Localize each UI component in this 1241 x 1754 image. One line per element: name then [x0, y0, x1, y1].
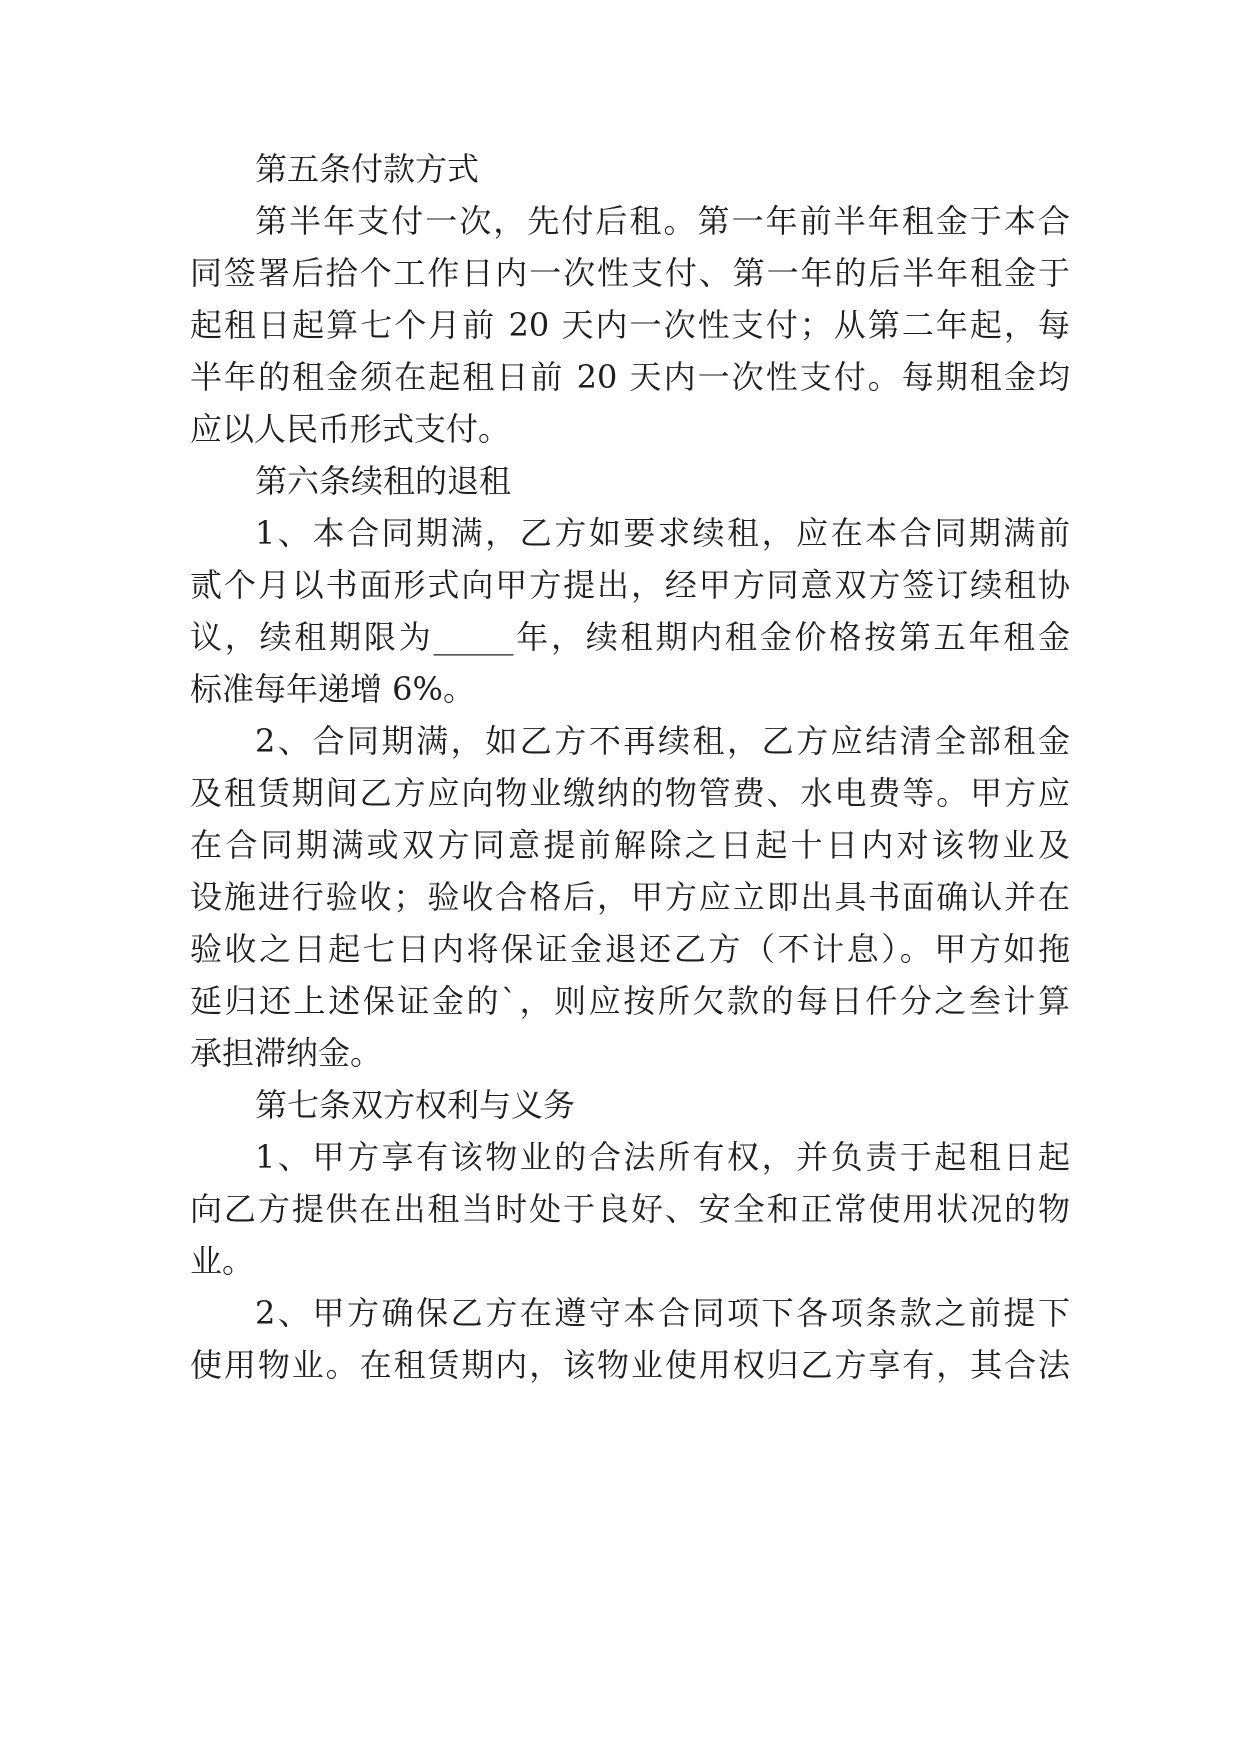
paragraph-line: 验收之日起七日内将保证金退还乙方（不计息）。甲方如拖: [190, 930, 1070, 968]
paragraph-line: 承担滞纳金。: [190, 1034, 383, 1072]
paragraph-line: 使用物业。在租赁期内，该物业使用权归乙方享有，其合法: [190, 1346, 1070, 1384]
section-heading: 第五条付款方式: [255, 150, 480, 188]
paragraph-line: 标准每年递增 6%。: [190, 670, 475, 708]
paragraph-line: 1、本合同期满，乙方如要求续租，应在本合同期满前: [255, 514, 1070, 552]
paragraph-line: 起租日起算七个月前 20 天内一次性支付；从第二年起，每: [190, 306, 1070, 344]
paragraph-line: 议，续租期限为_____年，续租期内租金价格按第五年租金: [190, 618, 1070, 656]
paragraph-line: 向乙方提供在出租当时处于良好、安全和正常使用状况的物: [190, 1190, 1070, 1228]
paragraph-line: 在合同期满或双方同意提前解除之日起十日内对该物业及: [190, 826, 1070, 864]
paragraph-line: 1、甲方享有该物业的合法所有权，并负责于起租日起: [255, 1138, 1070, 1176]
section-heading: 第六条续租的退租: [255, 462, 512, 500]
paragraph-line: 半年的租金须在起租日前 20 天内一次性支付。每期租金均: [190, 358, 1070, 396]
paragraph-line: 业。: [190, 1242, 255, 1280]
section-heading: 第七条双方权利与义务: [255, 1086, 576, 1124]
paragraph-line: 设施进行验收；验收合格后，甲方应立即出具书面确认并在: [190, 878, 1070, 916]
paragraph-line: 应以人民币形式支付。: [190, 410, 511, 448]
paragraph-line: 及租赁期间乙方应向物业缴纳的物管费、水电费等。甲方应: [190, 774, 1070, 812]
paragraph-line: 同签署后拾个工作日内一次性支付、第一年的后半年租金于: [190, 254, 1070, 292]
paragraph-line: 2、合同期满，如乙方不再续租，乙方应结清全部租金: [255, 722, 1070, 760]
paragraph-line: 第半年支付一次，先付后租。第一年前半年租金于本合: [255, 202, 1070, 240]
paragraph-line: 2、甲方确保乙方在遵守本合同项下各项条款之前提下: [255, 1294, 1070, 1332]
paragraph-line: 延归还上述保证金的`，则应按所欠款的每日仟分之叁计算: [190, 982, 1070, 1020]
paragraph-line: 贰个月以书面形式向甲方提出，经甲方同意双方签订续租协: [190, 566, 1070, 604]
